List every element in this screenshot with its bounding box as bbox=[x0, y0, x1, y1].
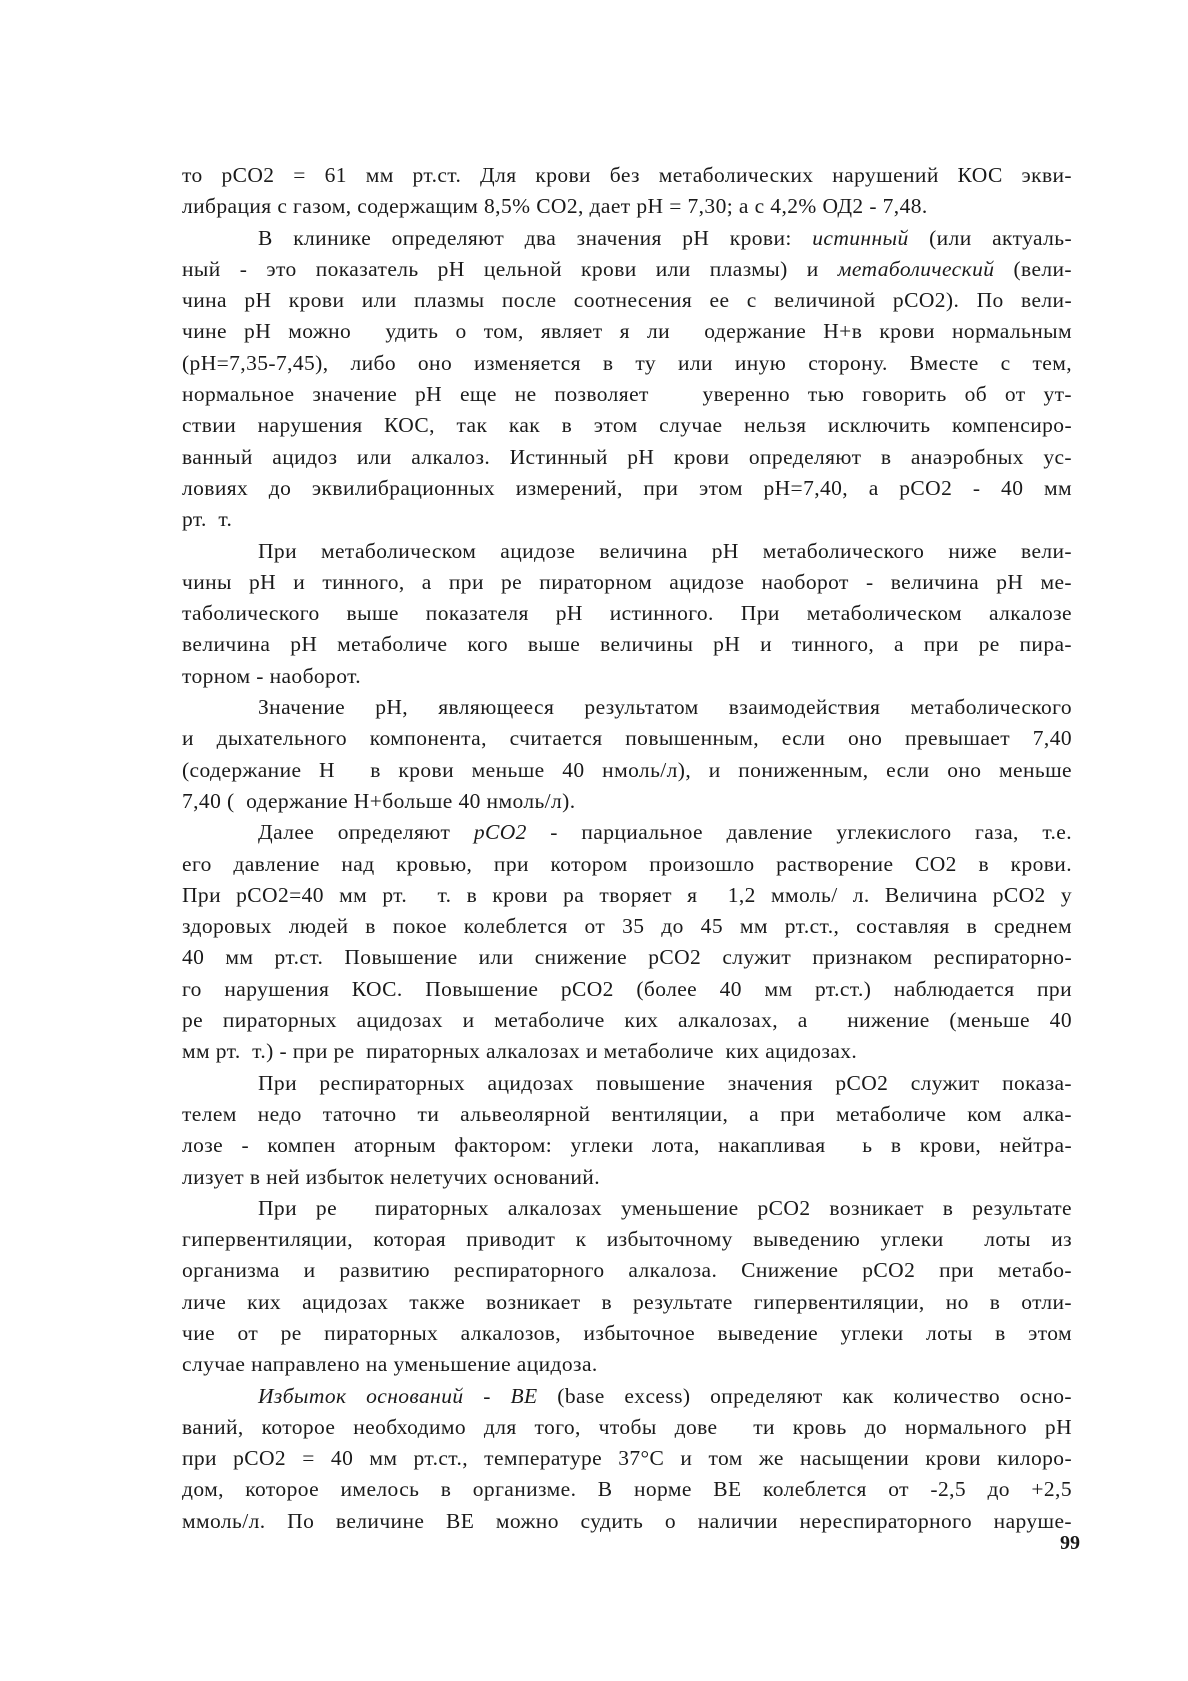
text-line: го нарушения КОС. Повышение pCO2 (более 40 мм рт.ст.) наблюдается при bbox=[182, 976, 1072, 1001]
text-line: 7,40 ( одержание H+больше 40 нмоль/л). bbox=[182, 788, 576, 813]
text-line: Избыток оснований - BE (base excess) определяют как количество осно- bbox=[258, 1383, 1072, 1408]
text-line: При метаболическом ацидозе величина pH метаболического ниже вели- bbox=[258, 538, 1072, 563]
text-line: чина pH крови или плазмы после соотнесения ее с величиной pCO2). По вели- bbox=[182, 288, 1072, 313]
italic-term: Избыток оснований - BE bbox=[258, 1383, 538, 1408]
text-line: лозе - компен аторным фактором: углеки лота, накапливая ь в крови, нейтра- bbox=[182, 1133, 1072, 1158]
text-line: ваний, которое необходимо для того, чтобы дове ти кровь до нормального pH bbox=[182, 1414, 1072, 1439]
text-line: случае направлено на уменьшение ацидоза. bbox=[182, 1352, 598, 1377]
text-line: ре пираторных ацидозах и метаболиче ких алкалозах, а нижение (меньше 40 bbox=[182, 1008, 1072, 1033]
text-line: ммоль/л. По величине BE можно судить о наличии нереспираторного наруше- bbox=[182, 1508, 1072, 1533]
text-line: его давление над кровью, при котором произошло растворение CO2 в крови. bbox=[182, 851, 1072, 876]
text-line: мм рт. т.) - при ре пираторных алкалозах и метаболиче ких ацидозах. bbox=[182, 1039, 858, 1064]
text-line: величина pH метаболиче кого выше величины pH и тинного, а при ре пира- bbox=[182, 632, 1072, 657]
text-line: телем недо таточно ти альвеолярной вентиляции, а при метаболиче ком алка- bbox=[182, 1101, 1072, 1126]
text-line: личе ких ацидозах также возникает в результате гипервентиляции, но в отли- bbox=[182, 1289, 1072, 1314]
text-line: чины pH и тинного, а при ре пираторном ацидозе наоборот - величина pH ме- bbox=[182, 569, 1072, 594]
text-line: организма и развитию респираторного алкалоза. Снижение pCO2 при метабо- bbox=[182, 1258, 1072, 1283]
text-line: ловиях до эквилибрационных измерений, при этом pH=7,40, а pCO2 - 40 мм bbox=[182, 475, 1072, 500]
text-line: то pCO2 = 61 мм рт.ст. Для крови без метаболических нарушений КОС экви- bbox=[182, 163, 1072, 187]
text-line: ный - это показатель pH цельной крови или плазмы) и метаболический (вели- bbox=[182, 256, 1072, 281]
italic-term: метаболический bbox=[837, 256, 995, 281]
text-line: торном - наоборот. bbox=[182, 663, 362, 688]
text-line: При ре пираторных алкалозах уменьшение pCO2 возникает в результате bbox=[258, 1195, 1072, 1220]
text-line: здоровых людей в покое колеблется от 35 до 45 мм рт.ст., составляя в среднем bbox=[182, 914, 1072, 939]
text-line: чие от ре пираторных алкалозов, избыточное выведение углеки лоты в этом bbox=[182, 1320, 1072, 1345]
italic-term: истинный bbox=[812, 225, 909, 250]
text-line: Далее определяют pCO2 - парциальное давление углекислого газа, т.е. bbox=[258, 820, 1072, 845]
text-line: нормальное значение pH еще не позволяет уверенно тью говорить об от ут- bbox=[182, 382, 1072, 407]
text-line: Значение pH, являющееся результатом взаимодействия метаболического bbox=[258, 695, 1072, 720]
italic-term: pCO2 bbox=[473, 820, 527, 845]
text-line: чине pH можно удить о том, являет я ли одержание H+в крови нормальным bbox=[182, 319, 1072, 344]
text-line: При респираторных ацидозах повышение значения pCO2 служит показа- bbox=[258, 1070, 1072, 1095]
text-line: таболического выше показателя pH истинного. При метаболическом алкалозе bbox=[182, 601, 1072, 626]
text-line: дом, которое имелось в организме. В норме BE колеблется от -2,5 до +2,5 bbox=[182, 1477, 1072, 1502]
page-number: 99 bbox=[1060, 1532, 1080, 1554]
text-line: ванный ацидоз или алкалоз. Истинный pH крови определяют в анаэробных ус- bbox=[182, 444, 1072, 469]
text-line: рт. т. bbox=[182, 507, 233, 532]
text-line: В клинике определяют два значения pH крови: истинный (или актуаль- bbox=[258, 225, 1072, 250]
text-line: (pH=7,35-7,45), либо оно изменяется в ту или иную сторону. Вместе с тем, bbox=[182, 350, 1072, 375]
text-line: При pCO2=40 мм рт. т. в крови ра творяет я 1,2 ммоль/ л. Величина pCO2 у bbox=[182, 882, 1072, 907]
text-line: ствии нарушения КОС, так как в этом случае нельзя исключить компенсиро- bbox=[182, 413, 1072, 438]
text-line: 40 мм рт.ст. Повышение или снижение pCO2 служит признаком респираторно- bbox=[182, 945, 1072, 970]
text-line: гипервентиляции, которая приводит к избыточному выведению углеки лоты из bbox=[182, 1227, 1072, 1252]
text-line: лизует в ней избыток нелетучих оснований. bbox=[182, 1164, 600, 1189]
text-line: либрация с газом, содержащим 8,5% CO2, дает pH = 7,30; а с 4,2% ОД2 - 7,48. bbox=[182, 194, 928, 219]
text-line: (содержание H в крови меньше 40 нмоль/л), и пониженным, если оно меньше bbox=[182, 757, 1072, 782]
text-line: при pCO2 = 40 мм рт.ст., температуре 37°C и том же насыщении крови килоро- bbox=[182, 1446, 1072, 1471]
body-text bbox=[182, 160, 1072, 1537]
text-line: и дыхательного компонента, считается повышенным, если оно превышает 7,40 bbox=[182, 726, 1072, 751]
